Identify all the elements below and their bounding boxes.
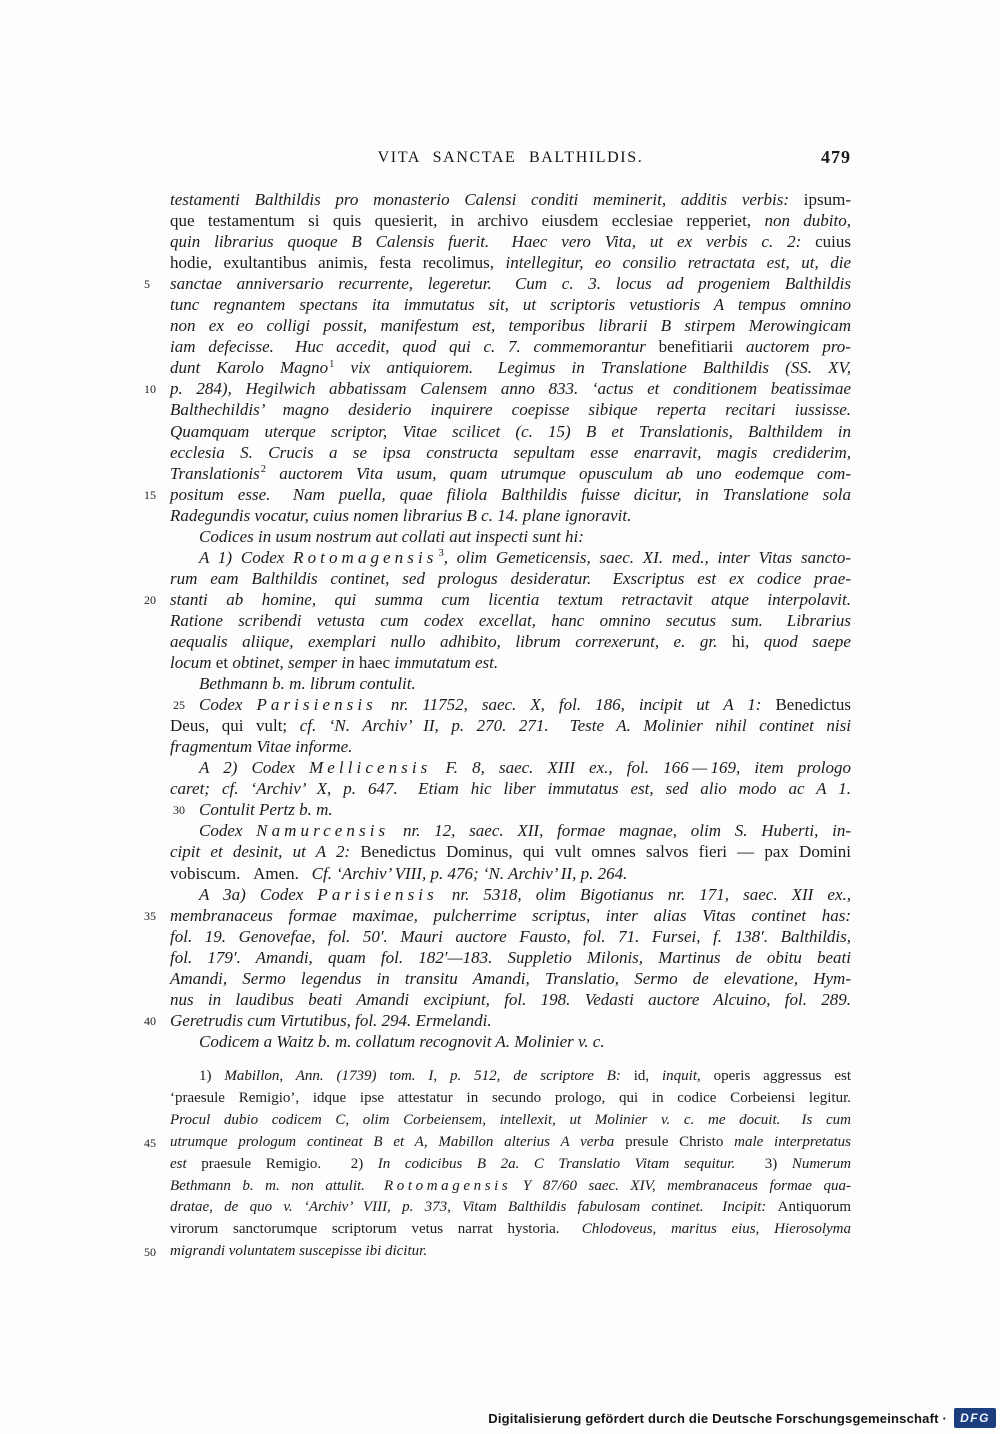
text-line xyxy=(170,1031,851,1052)
text-line xyxy=(170,442,851,463)
text-segment: Namurcensis xyxy=(256,821,390,841)
text-segment: Codex xyxy=(199,821,257,841)
text-segment: quin librarius quoque B Calensis fuerit. Haec vero Vita, ut ex verbis c. 2: xyxy=(170,232,816,252)
text-segment: migrandi voluntatem suscepisse ibi dicitur. xyxy=(170,1243,428,1260)
text-segment: Antiquorum xyxy=(777,1199,851,1216)
text-line xyxy=(170,631,851,652)
text-segment: non ex eo colligi possit, manifestum est, temporibus librarii B stirpem Merowingicam xyxy=(170,316,851,336)
text-segment: nr. 12, saec. XII, formae magnae, olim S. Huberti, in- xyxy=(389,821,851,841)
text-line xyxy=(170,421,851,442)
text-segment: hi, xyxy=(731,631,764,651)
line-number: 35 xyxy=(144,908,156,923)
text-line xyxy=(170,463,851,484)
text-segment: Benedictus xyxy=(775,695,851,715)
text-segment: Balthechildis’ magno desiderio inquirere coepisse sibique reperta recitari iussisse. xyxy=(170,400,851,420)
text-segment: Mellicensis xyxy=(309,758,432,778)
text-segment: Amandi, Sermo legendus in transitu Amandi, Translatio, Sermo de elevatione, Hym- xyxy=(170,968,851,988)
text-segment: testamenti Balthildis pro monasterio Calensi conditi meminerit, additis verbis: xyxy=(170,190,804,209)
text-segment: operis aggressus est xyxy=(713,1068,851,1084)
text-segment: immutatum est. xyxy=(394,653,499,673)
text-segment: A 3a) Codex xyxy=(199,884,318,904)
text-line xyxy=(170,863,851,884)
text-line xyxy=(170,652,851,673)
text-line xyxy=(170,799,851,820)
text-segment: Codices in usum nostrum aut collati aut inspecti sunt hi: xyxy=(199,526,584,546)
text-segment: male interpretatus xyxy=(734,1133,851,1150)
text-segment: Procul dubio codicem C, olim Corbeiensem, intellexit, ut Molinier v. c. me docuit. Is cum xyxy=(170,1111,851,1128)
text-segment: tunc regnantem spectans ita immutatus sit, ut scriptoris vetustioris A tempus omnino xyxy=(170,295,851,315)
text-line xyxy=(144,378,851,399)
text-line xyxy=(170,189,851,210)
text-segment: hodie, exultantibus animis, festa recolimus, xyxy=(170,253,506,273)
text-segment: Y 87/60 saec. XIV, membranaceus formae qua- xyxy=(511,1177,851,1194)
text-segment: nr. 5318, olim Bigotianus nr. 171, saec. XII ex., xyxy=(437,884,851,904)
text-line xyxy=(170,757,851,778)
digitization-footer xyxy=(488,1408,996,1428)
text-line xyxy=(170,336,851,357)
text-line xyxy=(144,589,851,610)
text-segment: ecclesia S. Crucis a se ipsa constructa sepultam esse enarravit, magis crediderim, xyxy=(170,442,851,462)
text-line xyxy=(170,1066,851,1088)
line-number: 10 xyxy=(144,382,156,397)
text-line xyxy=(170,968,851,989)
footnote-reference: 2 xyxy=(260,463,267,475)
text-line xyxy=(170,547,851,568)
text-segment: nus in laudibus beati Amandi excipiunt, fol. 198. Vedasti auctore Alcuino, fol. 289. xyxy=(170,989,851,1009)
text-segment: rum eam Balthildis continet, sed prologus desideratur. Exscriptus est ex codice prae- xyxy=(170,568,851,588)
text-segment: obtinet, semper in xyxy=(232,653,359,673)
text-segment: est xyxy=(170,1155,202,1172)
text-segment: positum esse. Nam puella, quae filiola Balthildis fuisse dicitur, in Translatione sola xyxy=(170,484,851,504)
text-line xyxy=(170,820,851,841)
text-segment: presule Christo xyxy=(625,1133,735,1150)
line-number: 15 xyxy=(144,487,156,502)
text-segment: benefitiarii xyxy=(658,337,746,357)
text-segment: quod saepe xyxy=(763,631,851,651)
text-line xyxy=(144,273,851,294)
text-segment: Numerum xyxy=(791,1155,851,1172)
text-segment: fol. 19. Genovefae, fol. 50′. Mauri auctore Fausto, fol. 71. Fursei, f. 138′. Balthildis, xyxy=(170,926,851,946)
text-line xyxy=(170,1176,851,1198)
text-segment: Geretrudis cum Virtutibus, fol. 294. Ermelandi. xyxy=(170,1010,492,1030)
text-segment: Ratione scribendi vetusta cum codex excellat, hanc omnino secutus sum. Librarius xyxy=(170,610,851,630)
text-segment: A 2) Codex xyxy=(199,758,310,778)
text-line xyxy=(170,715,851,736)
text-segment: praesule Remigio. 2) xyxy=(201,1155,378,1172)
text-line xyxy=(144,1132,851,1154)
line-number: 50 xyxy=(144,1245,156,1260)
text-line xyxy=(170,526,851,547)
text-segment: Bethmann b. m. librum contulit. xyxy=(199,674,416,694)
text-segment: Bethmann b. m. non attulit. xyxy=(170,1177,384,1194)
text-line xyxy=(170,210,851,231)
text-segment: non dubito, xyxy=(764,211,852,231)
text-segment: nr. 11752, saec. X, fol. 186, incipit ut A 1: xyxy=(376,695,776,715)
text-line xyxy=(170,694,851,715)
text-segment: intellegitur, eo consilio retractata est, ut, die xyxy=(505,253,851,273)
text-segment: membranaceus formae maximae, pulcherrime scriptus, inter alias Vitas continet has: xyxy=(170,905,851,925)
footnote-reference: 1 xyxy=(329,358,335,370)
text-segment: cf. ‘N. Archiv’ II, p. 270. 271. Teste A. Molinier nihil continet nisi xyxy=(299,716,851,736)
text-line xyxy=(170,736,851,757)
text-segment: Radegundis vocatur, cuius nomen librarius B c. 14. plane ignoravit. xyxy=(170,505,632,525)
text-segment: Codicem a Waitz b. m. collatum recognovit A. Molinier v. c. xyxy=(199,1031,605,1051)
text-segment: vobiscum. Amen. xyxy=(170,863,312,883)
line-number: 5 xyxy=(144,277,150,292)
text-segment: Translationis xyxy=(170,463,260,483)
text-line xyxy=(170,1197,851,1219)
page-header xyxy=(170,149,851,173)
text-segment: ipsum- xyxy=(803,190,851,209)
text-line xyxy=(170,989,851,1010)
text-segment: dratae, de quo v. ‘Archiv’ VIII, p. 373, Vitam Balthildis fabulosam continet. Incipit: xyxy=(170,1199,778,1216)
text-segment: fragmentum Vitae informe. xyxy=(170,737,353,757)
text-segment: A 1) Codex xyxy=(199,547,294,567)
text-line xyxy=(170,926,851,947)
text-line xyxy=(170,231,851,252)
text-line xyxy=(170,884,851,905)
text-line xyxy=(170,841,851,862)
text-segment: utrumque prologum contineat B et A, Mabillon alterius A verba xyxy=(170,1133,626,1150)
text-segment: Mabillon, Ann. (1739) tom. I, p. 512, de scriptore B: xyxy=(224,1068,634,1084)
text-line xyxy=(170,357,851,378)
text-segment: Cf. ‘Archiv’ VIII, p. 476; ‘N. Archiv’ II, p. 264. xyxy=(311,863,628,883)
text-segment: virorum sanctorumque scriptorum vetus narrat hystoria. xyxy=(170,1221,582,1238)
text-segment: ‘praesule Remigio’, idque ipse attestatur in secundo prologo, qui in codice Corbeiensi legitur. xyxy=(170,1089,851,1106)
line-number: 30 xyxy=(173,803,185,818)
text-segment: dunt Karolo Magno xyxy=(170,358,329,378)
text-line xyxy=(170,294,851,315)
line-number: 25 xyxy=(173,698,185,713)
text-line xyxy=(170,673,851,694)
text-line xyxy=(170,568,851,589)
text-segment: Codex xyxy=(199,695,257,715)
text-segment: Parisiensis xyxy=(317,884,438,904)
text-segment: auctorem Vita usum, quam utrumque opusculum ab uno eodemque com- xyxy=(266,463,851,483)
text-line xyxy=(170,778,851,799)
text-segment: Rotomagensis xyxy=(383,1177,512,1194)
text-segment: locum xyxy=(170,653,216,673)
digitization-credit: Digitalisierung gefördert durch die Deutsche Forschungsgemeinschaft · xyxy=(488,1410,947,1426)
text-line xyxy=(170,1219,851,1241)
text-segment: Rotomagensis xyxy=(293,547,438,567)
text-line xyxy=(170,1154,851,1176)
text-segment: et xyxy=(215,653,233,673)
line-number: 45 xyxy=(144,1135,156,1150)
footnotes-block xyxy=(144,1066,852,1263)
text-segment: cuius xyxy=(815,232,851,252)
text-segment: Deus, qui vult; xyxy=(170,716,300,736)
text-line xyxy=(170,1110,851,1132)
text-line xyxy=(170,315,851,336)
page-title: VITA SANCTAE BALTHILDIS. xyxy=(377,149,644,166)
text-segment: Benedictus Dominus, qui vult omnes salvos fieri — pax Domini xyxy=(360,842,851,862)
text-segment: , olim Gemeticensis, saec. XI. med., inter Vitas sancto- xyxy=(443,547,851,567)
dfg-logo: DFG xyxy=(954,1408,996,1428)
text-segment: id, xyxy=(633,1068,663,1084)
text-segment: auctorem pro- xyxy=(746,337,851,357)
text-line xyxy=(170,505,851,526)
page-number: 479 xyxy=(821,147,851,167)
text-line xyxy=(144,1010,851,1031)
footnote-reference: 3 xyxy=(438,548,444,560)
text-line xyxy=(170,947,851,968)
text-segment: Quamquam uterque scriptor, Vitae scilicet (c. 15) B et Translationis, Balthildem in xyxy=(170,421,851,441)
text-segment: 3) xyxy=(735,1155,792,1172)
text-segment: sanctae anniversario recurrente, legeretur. Cum c. 3. locus ad progeniem Balthildis xyxy=(170,274,851,294)
text-line xyxy=(170,1088,851,1110)
text-segment: vix antiquiorem. Legimus in Translatione Balthildis (SS. XV, xyxy=(334,358,851,378)
text-line xyxy=(170,399,851,420)
text-segment: Parisiensis xyxy=(256,695,377,715)
text-segment: stanti ab homine, qui summa cum licentia textum retractavit atque interpolavit. xyxy=(170,589,851,609)
line-number: 40 xyxy=(144,1013,156,1028)
line-number: 20 xyxy=(144,592,156,607)
text-line xyxy=(144,484,851,505)
text-segment: iam defecisse. Huc accedit, quod qui c. 7. commemorantur xyxy=(170,337,659,357)
text-segment: caret; cf. ‘Archiv’ X, p. 647. Etiam hic liber immutatus est, sed alio modo ac A 1. xyxy=(170,779,851,799)
text-line xyxy=(170,610,851,631)
text-segment: 1) xyxy=(199,1068,225,1084)
text-segment: cipit et desinit, ut A 2: xyxy=(170,842,361,862)
text-line xyxy=(144,1241,851,1263)
text-segment: aequalis aliique, exemplari nullo adhibito, librum correxerunt, e. gr. xyxy=(170,631,732,651)
text-segment: p. 284), Hegilwich abbatissam Calensem anno 833. ‘actus et conditionem beatissimae xyxy=(170,379,851,399)
text-line xyxy=(170,252,851,273)
main-text-block xyxy=(144,189,852,1052)
text-segment: Chlodoveus, maritus eius, Hierosolyma xyxy=(581,1221,852,1238)
text-segment: Contulit Pertz b. m. xyxy=(199,800,333,820)
text-segment: que testamentum si quis quesierit, in archivo eiusdem ecclesiae repperiet, xyxy=(170,211,765,231)
text-segment: F. 8, saec. XIII ex., fol. 166 — 169, item prologo xyxy=(431,758,851,778)
text-segment: haec xyxy=(358,653,395,673)
text-line xyxy=(144,905,851,926)
text-segment: fol. 179′. Amandi, quam fol. 182′—183. Suppletio Milonis, Martinus de obitu beati xyxy=(170,947,851,967)
text-segment: In codicibus B 2a. C Translatio Vitam sequitur. xyxy=(377,1155,736,1172)
text-segment: inquit, xyxy=(662,1068,714,1084)
